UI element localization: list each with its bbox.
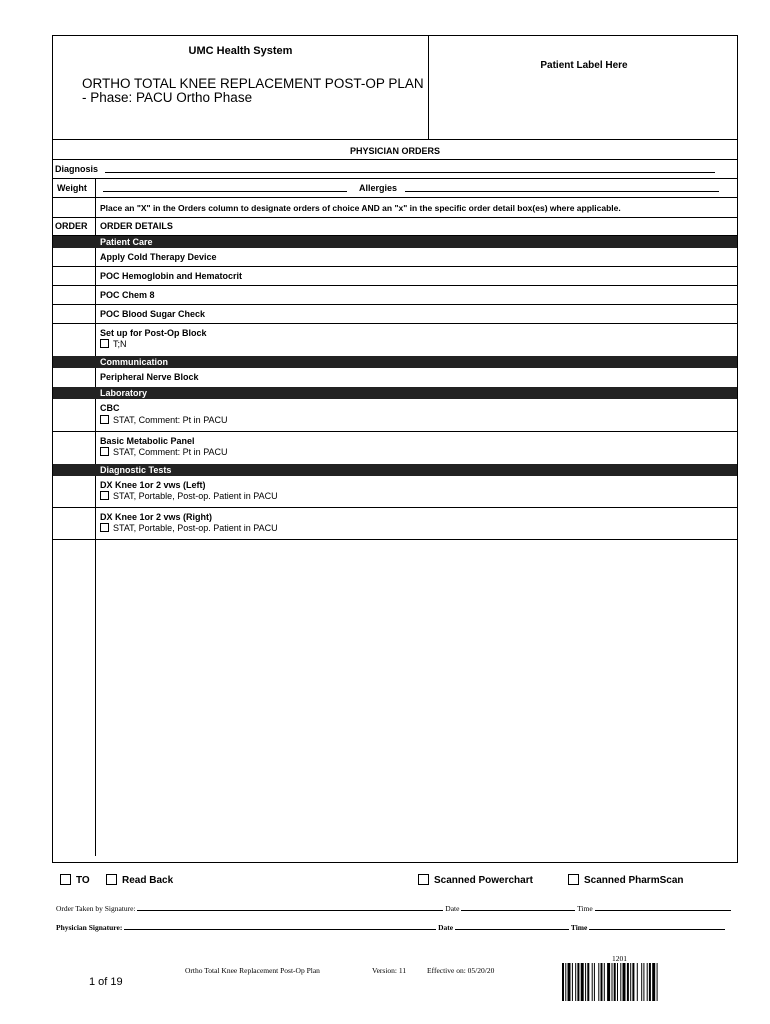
plan-title-line1: ORTHO TOTAL KNEE REPLACEMENT POST-OP PLAN [82, 76, 424, 91]
barcode-bar [568, 963, 571, 1001]
checkbox-icon[interactable] [60, 874, 71, 885]
barcode-bar [577, 963, 579, 1001]
barcode-bar [592, 963, 593, 1001]
order-poc-chem8[interactable]: POC Chem 8 [53, 286, 737, 305]
order-header-divider [95, 218, 96, 235]
barcode-bar [649, 963, 651, 1001]
barcode-bar [607, 963, 610, 1001]
barcode-bar [641, 963, 642, 1001]
orders-body [53, 236, 737, 856]
barcode-bar [617, 963, 618, 1001]
physician-orders-title: PHYSICIAN ORDERS [349, 146, 440, 156]
diagnosis-label: Diagnosis [55, 164, 99, 174]
barcode-bar [637, 963, 638, 1001]
barcode-bar [594, 963, 595, 1001]
barcode-bar [630, 963, 631, 1001]
barcode-bar [623, 963, 626, 1001]
scanned-powerchart-checkbox[interactable]: Scanned Powerchart [418, 874, 533, 886]
order-post-op-block[interactable]: Set up for Post-Op Block T;N [53, 324, 737, 356]
checkbox-icon[interactable] [100, 447, 109, 456]
order-basic-metabolic-panel[interactable]: Basic Metabolic Panel STAT, Comment: Pt in PACU [53, 432, 737, 464]
barcode-bar [601, 963, 603, 1001]
form-header [53, 36, 737, 140]
order-column-label: ORDER [55, 221, 88, 231]
physician-signature-label: Physician Signature: [56, 923, 123, 932]
order-details-label: ORDER DETAILS [100, 221, 173, 231]
section-communication: Communication [53, 356, 737, 368]
physician-date-label: Date [438, 923, 454, 932]
section-patient-care: Patient Care [53, 236, 737, 248]
barcode-number: 1201 [612, 954, 627, 963]
instructions-divider [95, 198, 96, 217]
plan-title [82, 77, 442, 105]
section-diagnostic-tests: Diagnostic Tests [53, 464, 737, 476]
weight-divider [95, 179, 96, 197]
barcode-bar [562, 963, 564, 1001]
order-taken-date-label: Date [445, 904, 460, 913]
scanned-pharmscan-checkbox[interactable]: Scanned PharmScan [568, 874, 683, 886]
order-poc-blood-sugar[interactable]: POC Blood Sugar Check [53, 305, 737, 324]
section-laboratory: Laboratory [53, 387, 737, 399]
barcode-bar [647, 963, 648, 1001]
order-dx-knee-left[interactable]: DX Knee 1or 2 vws (Left) STAT, Portable, Post-op. Patient in PACU [53, 476, 737, 508]
footer-checkboxes [0, 874, 770, 890]
page-number: 1 of 19 [89, 976, 123, 988]
order-dx-knee-right[interactable]: DX Knee 1or 2 vws (Right) STAT, Portable, Post-op. Patient in PACU [53, 508, 737, 540]
organization-name: UMC Health System [188, 45, 293, 57]
order-taken-signature-field[interactable] [137, 910, 443, 911]
patient-label-area[interactable]: Patient Label Here [540, 60, 628, 71]
physician-signature-line [56, 923, 725, 932]
order-taken-label: Order Taken by Signature: [56, 904, 136, 913]
checkbox-icon[interactable] [100, 339, 109, 348]
barcode-icon [562, 963, 695, 1001]
checkbox-icon[interactable] [100, 523, 109, 532]
order-taken-signature-line [56, 904, 731, 913]
plan-phase: - Phase: PACU Ortho Phase [82, 90, 253, 105]
barcode-bar [604, 963, 605, 1001]
barcode-bar [657, 963, 658, 1001]
allergies-label: Allergies [359, 183, 398, 193]
checkbox-icon[interactable] [100, 415, 109, 424]
checkbox-icon[interactable] [106, 874, 117, 885]
checkbox-icon[interactable] [568, 874, 579, 885]
physician-time-label: Time [570, 923, 588, 932]
checkbox-icon[interactable] [100, 491, 109, 500]
barcode-bar [565, 963, 566, 1001]
barcode-bar [598, 963, 599, 1001]
order-taken-time-label: Time [577, 904, 593, 913]
order-column-header [53, 218, 737, 236]
allergies-field[interactable] [405, 191, 719, 192]
weight-row [53, 179, 737, 198]
order-peripheral-nerve-block[interactable]: Peripheral Nerve Block [53, 368, 737, 387]
barcode-bar [585, 963, 586, 1001]
order-cbc[interactable]: CBC STAT, Comment: Pt in PACU [53, 399, 737, 432]
physician-time-field[interactable] [589, 929, 725, 930]
barcode-bar [632, 963, 634, 1001]
weight-field[interactable] [103, 191, 347, 192]
order-taken-time-field[interactable] [595, 910, 731, 911]
barcode-bar [614, 963, 616, 1001]
barcode-bar [643, 963, 644, 1001]
physician-signature-field[interactable] [124, 929, 436, 930]
version-label: Version: 11 [372, 966, 407, 975]
order-form [52, 35, 738, 863]
barcode-bar [572, 963, 573, 1001]
order-apply-cold-therapy[interactable]: Apply Cold Therapy Device [53, 248, 737, 267]
barcode-bar [587, 963, 589, 1001]
physician-orders-row [53, 140, 737, 160]
barcode-bar [581, 963, 584, 1001]
document-name: Ortho Total Knee Replacement Post-Op Plan [185, 966, 320, 975]
barcode-bar [575, 963, 576, 1001]
barcode-bar [612, 963, 613, 1001]
diagnosis-field[interactable] [105, 172, 715, 173]
effective-date: Effective on: 05/20/20 [427, 966, 495, 975]
to-checkbox[interactable]: TO [60, 874, 90, 886]
barcode-bar [627, 963, 629, 1001]
instructions-row [53, 198, 737, 218]
order-poc-hemoglobin[interactable]: POC Hemoglobin and Hematocrit [53, 267, 737, 286]
checkbox-icon[interactable] [418, 874, 429, 885]
weight-label: Weight [57, 183, 87, 193]
read-back-checkbox[interactable]: Read Back [106, 874, 173, 886]
barcode-bar [652, 963, 655, 1001]
order-taken-date-field[interactable] [461, 910, 575, 911]
physician-date-field[interactable] [455, 929, 569, 930]
diagnosis-row [53, 160, 737, 179]
barcode-bar [620, 963, 621, 1001]
instructions-text: Place an "X" in the Orders column to designate orders of choice AND an "x" in the specific order detail box(es) where applicable. [100, 203, 621, 213]
